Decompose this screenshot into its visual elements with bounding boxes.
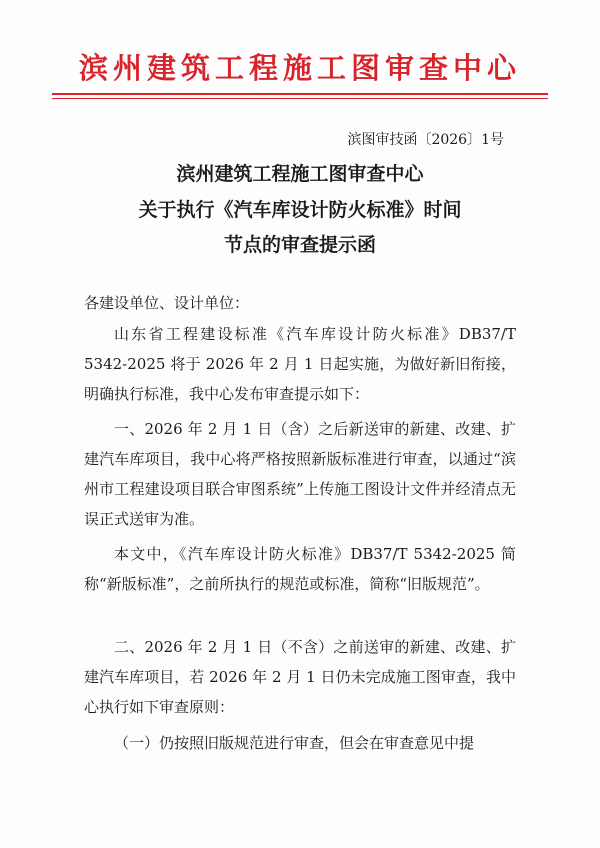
document-title-line-2: 关于执行《汽车库设计防火标准》时间 bbox=[138, 199, 462, 221]
document-title-line-1: 滨州建筑工程施工图审查中心 bbox=[176, 163, 424, 185]
letterhead-title: 滨州建筑工程施工图审查中心 bbox=[78, 51, 521, 85]
letterhead-rule-thin bbox=[52, 98, 548, 99]
salutation: 各建设单位、设计单位： bbox=[84, 294, 250, 312]
paragraph-item-2: 二、2026 年 2 月 1 日（不含）之前送审的新建、改建、扩建汽车库项目，若 2026 年 2 月 1 日仍未完成施工图审查，我中心执行如下审查原则： bbox=[84, 638, 516, 716]
document-title-line-3: 节点的审查提示函 bbox=[223, 234, 376, 256]
paragraph-intro: 山东省工程建设标准《汽车库设计防火标准》DB37/T 5342-2025 将于 2026 年 2 月 1 日起实施，为做好新旧衔接，明确执行标准，我中心发布审查提示如下： bbox=[84, 325, 516, 403]
paragraph-item-1: 一、2026 年 2 月 1 日（含）之后新送审的新建、改建、扩建汽车库项目，我中心将严格按照新版标准进行审查，以通过“滨州市工程建设项目联合审图系统”上传施工图设计文件并经清点无误正式送审为准。 bbox=[84, 420, 516, 528]
letterhead-rule-thick bbox=[52, 93, 548, 95]
document-number: 滨图审技函〔2026〕1号 bbox=[347, 132, 504, 148]
paragraph-definitions: 本文中，《汽车库设计防火标准》DB37/T 5342-2025 简称“新版标准”，之前所执行的规范或标准，简称“旧版规范”。 bbox=[84, 545, 516, 593]
paragraph-subitem-1: （一）仍按照旧版规范进行审查，但会在审查意见中提 bbox=[114, 734, 475, 752]
